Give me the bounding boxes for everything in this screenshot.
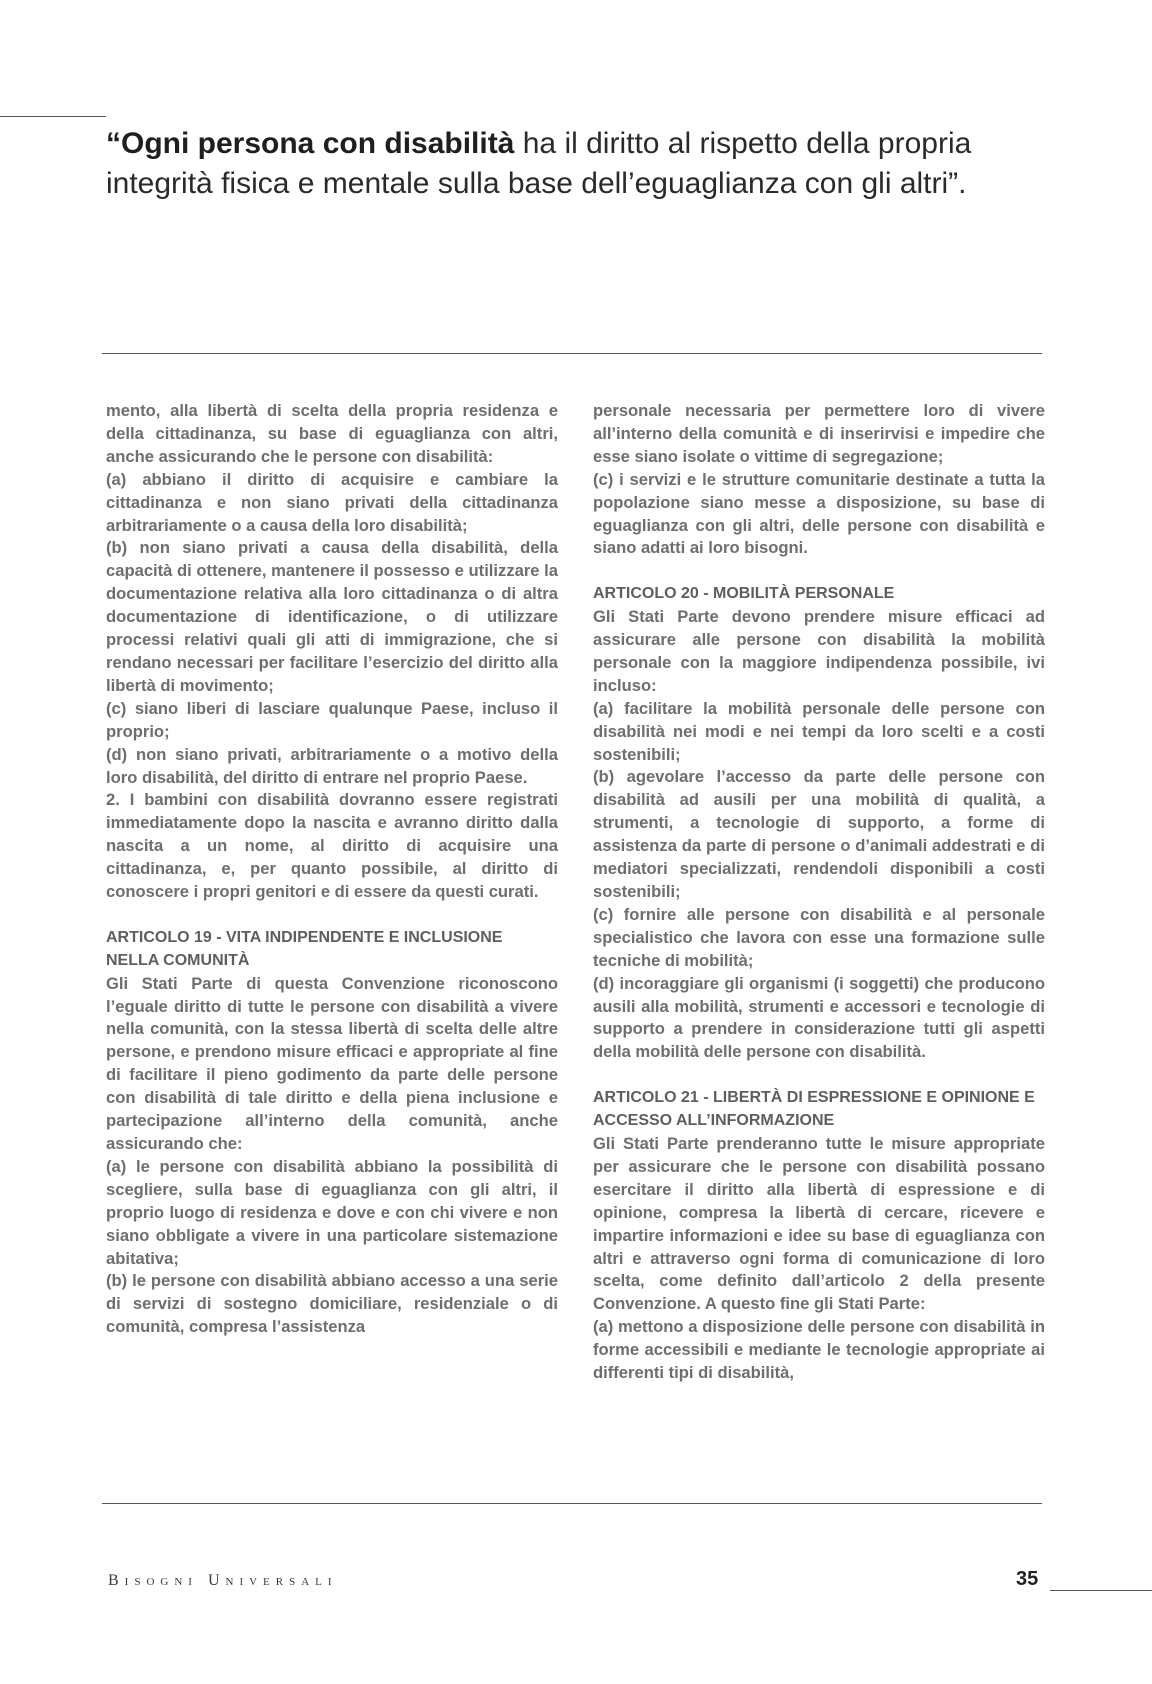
- top-short-rule: [0, 116, 106, 117]
- running-footer-title: Bisogni Universali: [108, 1572, 338, 1589]
- left-column-paragraph: (c) siano liberi di lasciare qualunque Paese, incluso il proprio;: [106, 698, 558, 741]
- lower-divider: [102, 1503, 1042, 1504]
- left-column: [106, 400, 558, 1339]
- left-column-spacer: [106, 904, 558, 927]
- right-column-paragraph: Gli Stati Parte prenderanno tutte le misure appropriate per assicurare che le persone con disabilità possano esercitare il diritto alla libertà di espressione e di opinione, compresa la libertà di cercare, ricevere e impartire informazioni e idee su base di eguaglianza con altri e attraverso ogni forma di comunicazione di loro scelta, come definito dall’articolo 2 della presente Convenzione. A questo fine gli Stati Parte:: [593, 1133, 1045, 1314]
- left-column-paragraph: (a) abbiano il diritto di acquisire e cambiare la cittadinanza e non siano privati della cittadinanza arbitrariamente o a causa della loro disabilità;: [106, 469, 558, 535]
- left-column-article-heading: ARTICOLO 19 - VITA INDIPENDENTE E INCLUSIONE NELLA COMUNITÀ: [106, 928, 503, 969]
- right-column-paragraph: (c) fornire alle persone con disabilità e al personale specialistico che lavora con esse una formazione sulle tecniche di mobilità;: [593, 904, 1045, 970]
- page-number: 35: [1016, 1568, 1039, 1590]
- left-column-paragraph: (d) non siano privati, arbitrariamente o a motivo della loro disabilità, del diritto di entrare nel proprio Paese.: [106, 744, 558, 787]
- left-column-paragraph: (b) non siano privati a causa della disabilità, della capacità di ottenere, mantenere il possesso e utilizzare la documentazione relativa alla loro cittadinanza o di altra documentazione di identificazione, o di utilizzare processi relativi quali gli atti di immigrazione, che si rendano necessari per facilitare l’esercizio del diritto alla libertà di movimento;: [106, 538, 558, 695]
- right-column-paragraph: (b) agevolare l’accesso da parte delle persone con disabilità ad ausili per una mobilità di qualità, a strumenti, a tecnologie di supporto, a forme di assistenza da parte di persone o d’animali addestrati e di mediatori specializzati, rendendoli disponibili a costi sostenibili;: [593, 767, 1045, 902]
- right-column-paragraph: (a) facilitare la mobilità personale delle persone con disabilità nei modi e nei tempi da loro scelti e a costi sostenibili;: [593, 698, 1045, 764]
- right-column-article-heading: ARTICOLO 21 - LIBERTÀ DI ESPRESSIONE E OPINIONE E ACCESSO ALL’INFORMAZIONE: [593, 1089, 1035, 1130]
- right-column-paragraph: Gli Stati Parte devono prendere misure efficaci ad assicurare alle persone con disabilità la mobilità personale con la maggiore indipendenza possibile, ivi incluso:: [593, 607, 1045, 695]
- right-column-paragraph: (c) i servizi e le strutture comunitarie destinate a tutta la popolazione siano messe a disposizione, su base di eguaglianza con gli altri, delle persone con disabilità e siano adatti ai loro bisogni.: [593, 469, 1045, 558]
- right-column-paragraph: (a) mettono a disposizione delle persone con disabilità in forme accessibili e mediante le tecnologie appropriate ai differenti tipi di disabilità,: [593, 1317, 1045, 1383]
- left-column-paragraph: 2. I bambini con disabilità dovranno essere registrati immediatamente dopo la nascita e avranno diritto dalla nascita a un nome, al diritto di acquisire una cittadinanza, e, per quanto possibile, al diritto di conoscere i propri genitori e di essere da questi curati.: [106, 790, 558, 902]
- right-column-spacer: [593, 560, 1045, 583]
- right-column-paragraph: (d) incoraggiare gli organismi (i soggetti) che producono ausili alla mobilità, strumenti e accessori e tecnologie di supporto a prendere in considerazione tutti gli aspetti della mobilità delle persone con disabilità.: [593, 973, 1045, 1062]
- pull-quote: [106, 124, 1066, 204]
- upper-divider: [102, 353, 1042, 354]
- left-column-paragraph: Gli Stati Parte di questa Convenzione riconoscono l’eguale diritto di tutte le persone con disabilità a vivere nella comunità, con la stessa libertà di scelta delle altre persone, e prendono misure efficaci e appropriate al fine di facilitare il pieno godimento da parte delle persone con disabilità di tale diritto e della piena inclusione e partecipazione all’interno della comunità, anche assicurando che:: [106, 973, 558, 1153]
- right-column-paragraph: personale necessaria per permettere loro di vivere all’interno della comunità e di inserirvisi e impedire che esse siano isolate o vittime di segregazione;: [593, 401, 1045, 466]
- right-column-article-heading: ARTICOLO 20 - MOBILITÀ PERSONALE: [593, 585, 895, 603]
- right-column-spacer: [593, 1064, 1045, 1087]
- left-column-paragraph: mento, alla libertà di scelta della propria residenza e della cittadinanza, su base di eguaglianza con altri, anche assicurando che le persone con disabilità:: [106, 401, 558, 466]
- pull-quote-rest: ha il diritto al rispetto della propria integrità fisica e mentale sulla base dell’eguaglianza con gli altri”.: [106, 127, 972, 200]
- pull-quote-lead: “Ogni persona con disabilità: [106, 127, 515, 160]
- left-column-paragraph: (a) le persone con disabilità abbiano la possibilità di scegliere, sulla base di eguaglianza con gli altri, il proprio luogo di residenza e dove e con chi vivere e non siano obbligate a vivere in una particolare sistemazione abitativa;: [106, 1156, 558, 1268]
- left-column-paragraph: (b) le persone con disabilità abbiano accesso a una serie di servizi di sostegno domiciliare, residenziale o di comunità, compresa l’assistenza: [106, 1271, 558, 1337]
- footer-rule: [1050, 1590, 1152, 1591]
- right-column: [593, 400, 1045, 1385]
